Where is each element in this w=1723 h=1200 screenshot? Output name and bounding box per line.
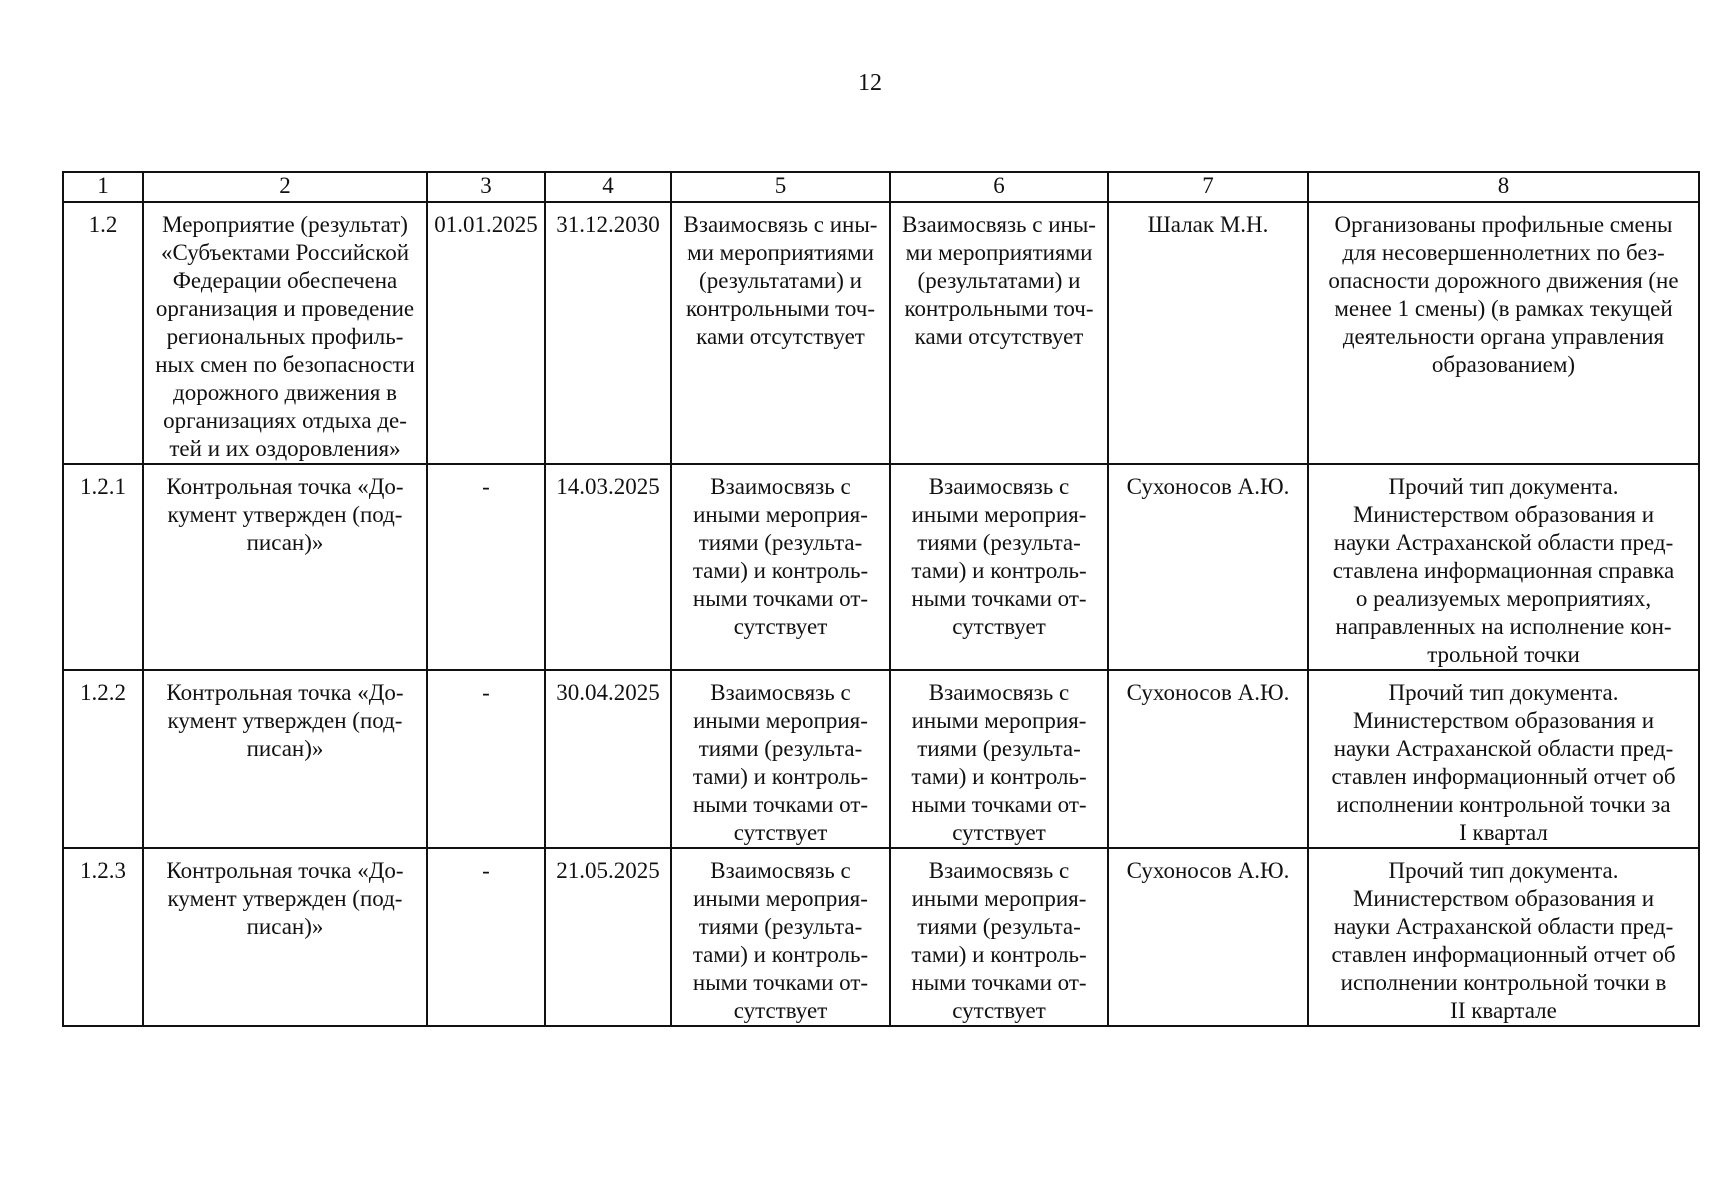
row-predecessor-link: Взаимосвязь с иными мероприя- тиями (результа- тами) и контроль- ными точками от- сутствует [671, 848, 890, 1026]
row-result: Прочий тип документа. Министерством образования и науки Астраханской области пред- ставлен информационный отчет об исполнении контрольной точки в II квартале [1308, 848, 1699, 1026]
row-responsible: Сухоносов А.Ю. [1108, 670, 1308, 848]
row-result: Прочий тип документа. Министерством образования и науки Астраханской области пред- ставлена информационная справка о реализуемых мероприятиях, направленных на исполнение кон- трольной точки [1308, 464, 1699, 670]
row-responsible: Сухоносов А.Ю. [1108, 464, 1308, 670]
row-name: Контрольная точка «До- кумент утвержден (под- писан)» [143, 848, 427, 1026]
table-row [63, 202, 1699, 464]
row-start-date: - [427, 848, 545, 1026]
header-row [63, 172, 1699, 202]
row-successor-link: Взаимосвязь с иными мероприя- тиями (результа- тами) и контроль- ными точками от- сутствует [890, 848, 1108, 1026]
table-row [63, 464, 1699, 670]
row-result: Прочий тип документа. Министерством образования и науки Астраханской области пред- ставлен информационный отчет об исполнении контрольной точки за I квартал [1308, 670, 1699, 848]
row-number: 1.2.2 [63, 670, 143, 848]
row-start-date: - [427, 670, 545, 848]
row-successor-link: Взаимосвязь с иными мероприя- тиями (результа- тами) и контроль- ными точками от- сутствует [890, 464, 1108, 670]
row-end-date: 31.12.2030 [545, 202, 671, 464]
row-predecessor-link: Взаимосвязь с иными мероприя- тиями (результа- тами) и контроль- ными точками от- сутствует [671, 464, 890, 670]
row-responsible: Шалак М.Н. [1108, 202, 1308, 464]
column-header-8: 8 [1308, 172, 1699, 202]
row-successor-link: Взаимосвязь с иными мероприя- тиями (результа- тами) и контроль- ными точками от- сутствует [890, 670, 1108, 848]
column-header-7: 7 [1108, 172, 1308, 202]
page-number: 12 [858, 70, 882, 96]
row-predecessor-link: Взаимосвязь с ины- ми мероприятиями (результатами) и контрольными точ- ками отсутствует [671, 202, 890, 464]
row-start-date: 01.01.2025 [427, 202, 545, 464]
plan-table [62, 171, 1700, 1027]
column-header-1: 1 [63, 172, 143, 202]
row-number: 1.2.1 [63, 464, 143, 670]
column-header-2: 2 [143, 172, 427, 202]
row-end-date: 21.05.2025 [545, 848, 671, 1026]
row-name: Контрольная точка «До- кумент утвержден (под- писан)» [143, 464, 427, 670]
row-predecessor-link: Взаимосвязь с иными мероприя- тиями (результа- тами) и контроль- ными точками от- сутствует [671, 670, 890, 848]
row-name: Контрольная точка «До- кумент утвержден (под- писан)» [143, 670, 427, 848]
table-row [63, 670, 1699, 848]
row-successor-link: Взаимосвязь с ины- ми мероприятиями (результатами) и контрольными точ- ками отсутствует [890, 202, 1108, 464]
row-responsible: Сухоносов А.Ю. [1108, 848, 1308, 1026]
column-header-4: 4 [545, 172, 671, 202]
table-row [63, 848, 1699, 1026]
row-result: Организованы профильные смены для несовершеннолетних по без- опасности дорожного движения (не менее 1 смены) (в рамках текущей деятельности органа управления образованием) [1308, 202, 1699, 464]
row-number: 1.2.3 [63, 848, 143, 1026]
row-end-date: 14.03.2025 [545, 464, 671, 670]
row-name: Мероприятие (результат) «Субъектами Российской Федерации обеспечена организация и проведение региональных профиль- ных смен по безопасности дорожного движения в организациях отдыха де- тей и их оздоровления» [143, 202, 427, 464]
column-header-5: 5 [671, 172, 890, 202]
column-header-3: 3 [427, 172, 545, 202]
column-header-6: 6 [890, 172, 1108, 202]
row-end-date: 30.04.2025 [545, 670, 671, 848]
row-start-date: - [427, 464, 545, 670]
row-number: 1.2 [63, 202, 143, 464]
